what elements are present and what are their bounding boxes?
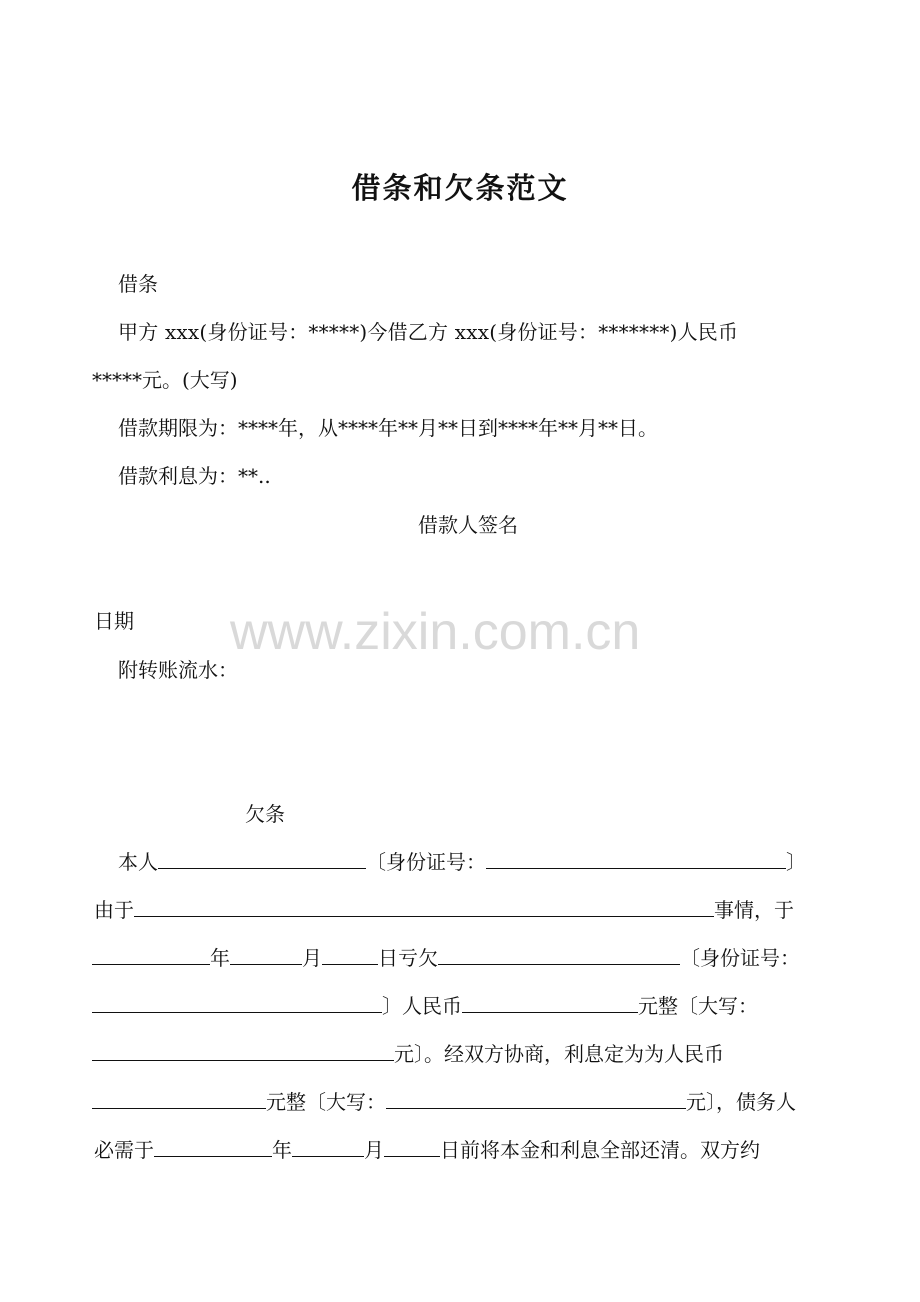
debt-note-heading: 欠条 (245, 802, 285, 826)
debt-text-amount-upper: 元整〔大写： (638, 994, 758, 1018)
debt-text-month: 月 (302, 946, 322, 970)
borrower-signature-label: 借款人签名 (418, 513, 518, 537)
id-number-blank (486, 850, 786, 869)
debt-text-creditor-id-label: 〔身份证号： (680, 946, 800, 970)
debt-text-matter: 事情，于 (714, 898, 794, 922)
debt-note-line-7 (94, 1136, 760, 1164)
debt-text-owe: 日亏欠 (378, 946, 438, 970)
day-blank (322, 946, 378, 965)
reason-blank (134, 898, 714, 917)
year-blank (92, 946, 210, 965)
due-day-blank (384, 1138, 440, 1157)
debt-note-line-5 (92, 1040, 724, 1068)
loan-interest: 借款利息为：**.. (118, 464, 271, 488)
debt-text-must: 必需于 (94, 1138, 154, 1162)
date-label: 日期 (94, 609, 134, 633)
debt-note-line-2 (94, 896, 794, 924)
debt-text-repay: 日前将本金和利息全部还清。双方约 (440, 1138, 760, 1162)
due-year-blank (154, 1138, 272, 1157)
debt-text-rmb: 〕人民币 (382, 994, 462, 1018)
debt-text-due-year: 年 (272, 1138, 292, 1162)
debt-note-line-6 (92, 1088, 796, 1116)
amount-upper-blank (92, 1042, 394, 1061)
loan-note-line-1: 甲方 xxx(身份证号：*****)今借乙方 xxx(身份证号：*******)人民币 (118, 320, 739, 344)
debt-text-year: 年 (210, 946, 230, 970)
amount-blank (462, 994, 638, 1013)
loan-period: 借款期限为：****年，从****年**月**日到****年**月**日。 (118, 416, 658, 440)
interest-upper-blank (386, 1090, 686, 1109)
month-blank (230, 946, 302, 965)
debt-text-due-month: 月 (364, 1138, 384, 1162)
attachment-label: 附转账流水： (118, 658, 238, 682)
loan-note-line-2: *****元。(大写) (92, 368, 238, 392)
debt-text-bracket-close: 〕 (786, 850, 806, 874)
debt-text-interest-upper: 元整〔大写： (266, 1090, 386, 1114)
name-blank (158, 850, 366, 869)
debt-text-id-label: 〔身份证号： (366, 850, 486, 874)
debt-note-line-4 (92, 992, 758, 1020)
debt-note-line-1 (118, 848, 806, 876)
debt-text-self: 本人 (118, 850, 158, 874)
due-month-blank (292, 1138, 364, 1157)
watermark: www.zixin.com.cn (230, 603, 641, 661)
debt-note-line-3 (92, 944, 800, 972)
document-title: 借条和欠条范文 (351, 171, 569, 205)
creditor-name-blank (438, 946, 680, 965)
loan-note-heading: 借条 (118, 272, 158, 296)
creditor-id-blank (92, 994, 382, 1013)
interest-blank (92, 1090, 266, 1109)
debt-text-interest: 元〕。经双方协商，利息定为为人民币 (394, 1042, 724, 1066)
debt-text-debtor: 元〕，债务人 (686, 1090, 796, 1114)
debt-text-because: 由于 (94, 898, 134, 922)
